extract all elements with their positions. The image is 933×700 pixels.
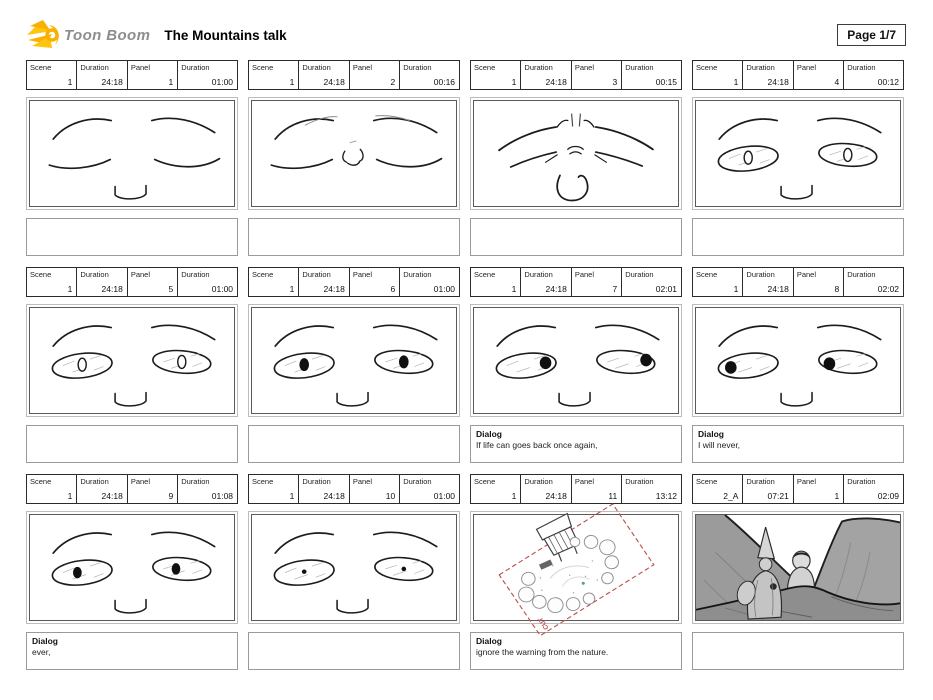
panel-duration-cell <box>844 268 903 296</box>
panel-drawing <box>248 304 460 417</box>
panel-caption <box>26 632 238 670</box>
panel-label: Panel <box>352 477 372 486</box>
duration-label: Duration <box>302 63 331 72</box>
scene-duration-cell <box>743 61 793 89</box>
scene-duration-value: 24:18 <box>101 77 123 87</box>
panel-value: 6 <box>390 284 396 294</box>
panel-drawing <box>692 304 904 417</box>
panel-info-table <box>248 267 460 297</box>
scene-cell <box>693 61 743 89</box>
scene-value: 2_A <box>723 491 739 501</box>
storyboard-panel-6 <box>248 267 460 463</box>
panel-value: 1 <box>168 77 174 87</box>
panel-cell <box>794 268 844 296</box>
scene-value: 1 <box>67 284 73 294</box>
dialog-label: Dialog <box>476 636 502 646</box>
panel-label: Panel <box>130 63 150 72</box>
panel-info-table <box>470 267 682 297</box>
scene-label: Scene <box>252 477 274 486</box>
panel-value: 3 <box>612 77 618 87</box>
panel-label: Panel <box>130 270 150 279</box>
panel-value: 2 <box>390 77 396 87</box>
face-eyes-closed-nose-sketch <box>252 101 456 206</box>
face-eyes-closed-calm-sketch <box>30 101 234 206</box>
panel-duration-cell <box>622 61 681 89</box>
storyboard-panel-11 <box>470 474 682 670</box>
panel-duration-value: 01:00 <box>433 491 456 501</box>
scene-value: 1 <box>67 77 73 87</box>
scene-duration-value: 24:18 <box>323 77 345 87</box>
scene-duration-value: 07:21 <box>767 491 789 501</box>
duration-label: Duration <box>181 270 210 279</box>
panel-info-table <box>26 474 238 504</box>
panel-cell <box>572 268 622 296</box>
scene-cell <box>693 268 743 296</box>
dialog-label: Dialog <box>32 636 58 646</box>
duration-label: Duration <box>746 63 775 72</box>
campsite-plan-sketch <box>474 515 678 631</box>
panel-cell <box>350 268 400 296</box>
face-scrunched-sketch <box>474 101 678 206</box>
panel-drawing <box>470 97 682 210</box>
panel-label: Panel <box>352 63 372 72</box>
panel-duration-cell <box>400 268 459 296</box>
panel-caption <box>26 218 238 256</box>
panel-duration-value: 00:12 <box>877 77 900 87</box>
panel-duration-cell <box>622 268 681 296</box>
scene-label: Scene <box>474 477 496 486</box>
panel-value: 4 <box>834 77 840 87</box>
panel-info-table <box>26 267 238 297</box>
scene-cell <box>471 475 521 503</box>
duration-label: Duration <box>625 63 654 72</box>
scene-cell <box>27 268 77 296</box>
duration-label: Duration <box>403 477 432 486</box>
duration-label: Duration <box>181 63 210 72</box>
panel-drawing <box>692 97 904 210</box>
duration-label: Duration <box>80 63 109 72</box>
duration-label: Duration <box>181 477 210 486</box>
panel-info-table <box>470 60 682 90</box>
duration-label: Duration <box>302 270 331 279</box>
scene-duration-value: 24:18 <box>545 491 567 501</box>
panel-duration-cell <box>400 61 459 89</box>
dialog-text: ever, <box>32 647 51 657</box>
panel-value: 8 <box>834 284 840 294</box>
scene-duration-value: 24:18 <box>323 284 345 294</box>
panel-duration-cell <box>622 475 681 503</box>
panel-label: Panel <box>574 63 594 72</box>
panel-caption <box>692 632 904 670</box>
panel-drawing <box>248 97 460 210</box>
scene-cell <box>249 475 299 503</box>
panel-duration-value: 02:09 <box>877 491 900 501</box>
panel-drawing <box>26 304 238 417</box>
scene-value: 1 <box>289 284 295 294</box>
panel-cell <box>794 61 844 89</box>
panel-cell <box>350 475 400 503</box>
scene-value: 1 <box>511 491 517 501</box>
panel-duration-value: 13:12 <box>655 491 678 501</box>
panel-caption <box>26 425 238 463</box>
toonboom-logo-text: Toon Boom <box>64 26 151 44</box>
scene-label: Scene <box>30 477 52 486</box>
face-eyes-looking-right-sketch <box>474 308 678 413</box>
storyboard-panel-5 <box>26 267 238 463</box>
panel-duration-value: 02:02 <box>877 284 900 294</box>
scene-duration-value: 24:18 <box>545 284 567 294</box>
panel-label: Panel <box>130 477 150 486</box>
panel-duration-cell <box>844 61 903 89</box>
scene-duration-cell <box>521 475 571 503</box>
scene-value: 1 <box>733 284 739 294</box>
scene-cell <box>471 61 521 89</box>
scene-value: 1 <box>289 491 295 501</box>
panel-duration-cell <box>844 475 903 503</box>
scene-duration-value: 24:18 <box>545 77 567 87</box>
panel-info-table <box>470 474 682 504</box>
scene-value: 1 <box>733 77 739 87</box>
scene-label: Scene <box>30 63 52 72</box>
panel-duration-cell <box>178 475 237 503</box>
top-bar <box>26 16 907 54</box>
mountain-valley-characters-sketch <box>696 515 900 620</box>
panel-label: Panel <box>796 477 816 486</box>
panel-caption <box>470 425 682 463</box>
scene-duration-cell <box>77 475 127 503</box>
scene-duration-cell <box>77 268 127 296</box>
duration-label: Duration <box>80 477 109 486</box>
storyboard-panel-12 <box>692 474 904 670</box>
scene-cell <box>693 475 743 503</box>
scene-duration-value: 24:18 <box>101 284 123 294</box>
panel-caption <box>692 425 904 463</box>
scene-label: Scene <box>696 270 718 279</box>
panel-info-table <box>692 267 904 297</box>
panel-drawing <box>470 511 682 631</box>
scene-label: Scene <box>252 63 274 72</box>
storyboard-panel-4 <box>692 60 904 256</box>
face-eyes-open-oval-pupils-sketch <box>696 101 900 206</box>
scene-cell <box>471 268 521 296</box>
panel-cell <box>128 475 178 503</box>
scene-duration-value: 24:18 <box>767 284 789 294</box>
dialog-text: ignore the warning from the nature. <box>476 647 609 657</box>
scene-label: Scene <box>474 63 496 72</box>
duration-label: Duration <box>746 477 775 486</box>
dialog-label: Dialog <box>476 429 502 439</box>
panel-label: Panel <box>796 63 816 72</box>
scene-duration-cell <box>299 268 349 296</box>
panel-duration-value: 02:01 <box>655 284 678 294</box>
scene-value: 1 <box>511 77 517 87</box>
face-eyes-open-medium-pupils-sketch <box>30 515 234 620</box>
scene-duration-cell <box>743 268 793 296</box>
scene-cell <box>27 475 77 503</box>
dialog-label: Dialog <box>698 429 724 439</box>
panel-duration-cell <box>400 475 459 503</box>
scene-cell <box>249 268 299 296</box>
scene-value: 1 <box>289 77 295 87</box>
scene-label: Scene <box>696 63 718 72</box>
scene-duration-cell <box>521 61 571 89</box>
face-eyes-open-dot-pupils-sketch <box>252 515 456 620</box>
panel-info-table <box>692 474 904 504</box>
face-eyes-looking-left-sketch <box>696 308 900 413</box>
panel-duration-value: 01:08 <box>211 491 234 501</box>
panel-duration-cell <box>178 61 237 89</box>
panel-caption <box>248 632 460 670</box>
storyboard-panel-3 <box>470 60 682 256</box>
panel-drawing <box>470 304 682 417</box>
panel-cell <box>128 61 178 89</box>
toonboom-logo-icon <box>26 18 62 52</box>
duration-label: Duration <box>847 63 876 72</box>
duration-label: Duration <box>403 63 432 72</box>
scene-duration-value: 24:18 <box>323 491 345 501</box>
duration-label: Duration <box>524 270 553 279</box>
panel-value: 9 <box>168 491 174 501</box>
panel-label: Panel <box>574 270 594 279</box>
panel-drawing <box>26 511 238 624</box>
storyboard-panel-7 <box>470 267 682 463</box>
scene-duration-cell <box>77 61 127 89</box>
panel-value: 5 <box>168 284 174 294</box>
storyboard-panel-8 <box>692 267 904 463</box>
page-number-box: Page 1/7 <box>837 24 906 46</box>
panel-caption <box>248 425 460 463</box>
panel-label: Panel <box>352 270 372 279</box>
scene-duration-cell <box>521 268 571 296</box>
panel-caption <box>692 218 904 256</box>
scene-duration-cell <box>299 475 349 503</box>
scene-label: Scene <box>30 270 52 279</box>
panel-info-table <box>248 60 460 90</box>
panel-info-table <box>248 474 460 504</box>
scene-duration-cell <box>299 61 349 89</box>
scene-cell <box>249 61 299 89</box>
project-title: The Mountains talk <box>164 27 287 43</box>
panel-info-table <box>26 60 238 90</box>
panel-drawing <box>692 511 904 624</box>
panel-duration-value: 01:00 <box>211 77 234 87</box>
scene-duration-cell <box>743 475 793 503</box>
duration-label: Duration <box>625 270 654 279</box>
scene-duration-value: 24:18 <box>101 491 123 501</box>
panel-duration-cell <box>178 268 237 296</box>
scene-label: Scene <box>474 270 496 279</box>
duration-label: Duration <box>524 477 553 486</box>
storyboard-panel-2 <box>248 60 460 256</box>
cut-label: CUT <box>537 615 551 631</box>
scene-value: 1 <box>511 284 517 294</box>
scene-label: Scene <box>696 477 718 486</box>
face-eyes-open-oval-pupils-sketch <box>30 308 234 413</box>
storyboard-panel-1 <box>26 60 238 256</box>
panel-value: 7 <box>612 284 618 294</box>
duration-label: Duration <box>302 477 331 486</box>
panel-drawing <box>26 97 238 210</box>
panel-cell <box>128 268 178 296</box>
panel-cell <box>794 475 844 503</box>
duration-label: Duration <box>847 477 876 486</box>
panel-duration-value: 00:15 <box>655 77 678 87</box>
dialog-text: I will never, <box>698 440 741 450</box>
duration-label: Duration <box>80 270 109 279</box>
duration-label: Duration <box>403 270 432 279</box>
panel-cell <box>572 61 622 89</box>
panel-value: 1 <box>834 491 840 501</box>
panel-cell <box>350 61 400 89</box>
duration-label: Duration <box>524 63 553 72</box>
duration-label: Duration <box>746 270 775 279</box>
scene-label: Scene <box>252 270 274 279</box>
duration-label: Duration <box>625 477 654 486</box>
panel-duration-value: 00:16 <box>433 77 456 87</box>
storyboard-grid <box>26 60 904 670</box>
scene-duration-value: 24:18 <box>767 77 789 87</box>
panel-label: Panel <box>796 270 816 279</box>
panel-value: 10 <box>385 491 396 501</box>
panel-caption <box>248 218 460 256</box>
panel-caption <box>470 218 682 256</box>
panel-duration-value: 01:00 <box>211 284 234 294</box>
storyboard-panel-9 <box>26 474 238 670</box>
panel-caption <box>470 632 682 670</box>
storyboard-panel-10 <box>248 474 460 670</box>
face-eyes-open-dark-pupils-sketch <box>252 308 456 413</box>
dialog-text: If life can goes back once again, <box>476 440 598 450</box>
panel-drawing <box>248 511 460 624</box>
duration-label: Duration <box>847 270 876 279</box>
scene-cell <box>27 61 77 89</box>
scene-value: 1 <box>67 491 73 501</box>
panel-info-table <box>692 60 904 90</box>
panel-label: Panel <box>574 477 594 486</box>
panel-duration-value: 01:00 <box>433 284 456 294</box>
panel-cell <box>572 475 622 503</box>
panel-value: 11 <box>608 491 618 501</box>
